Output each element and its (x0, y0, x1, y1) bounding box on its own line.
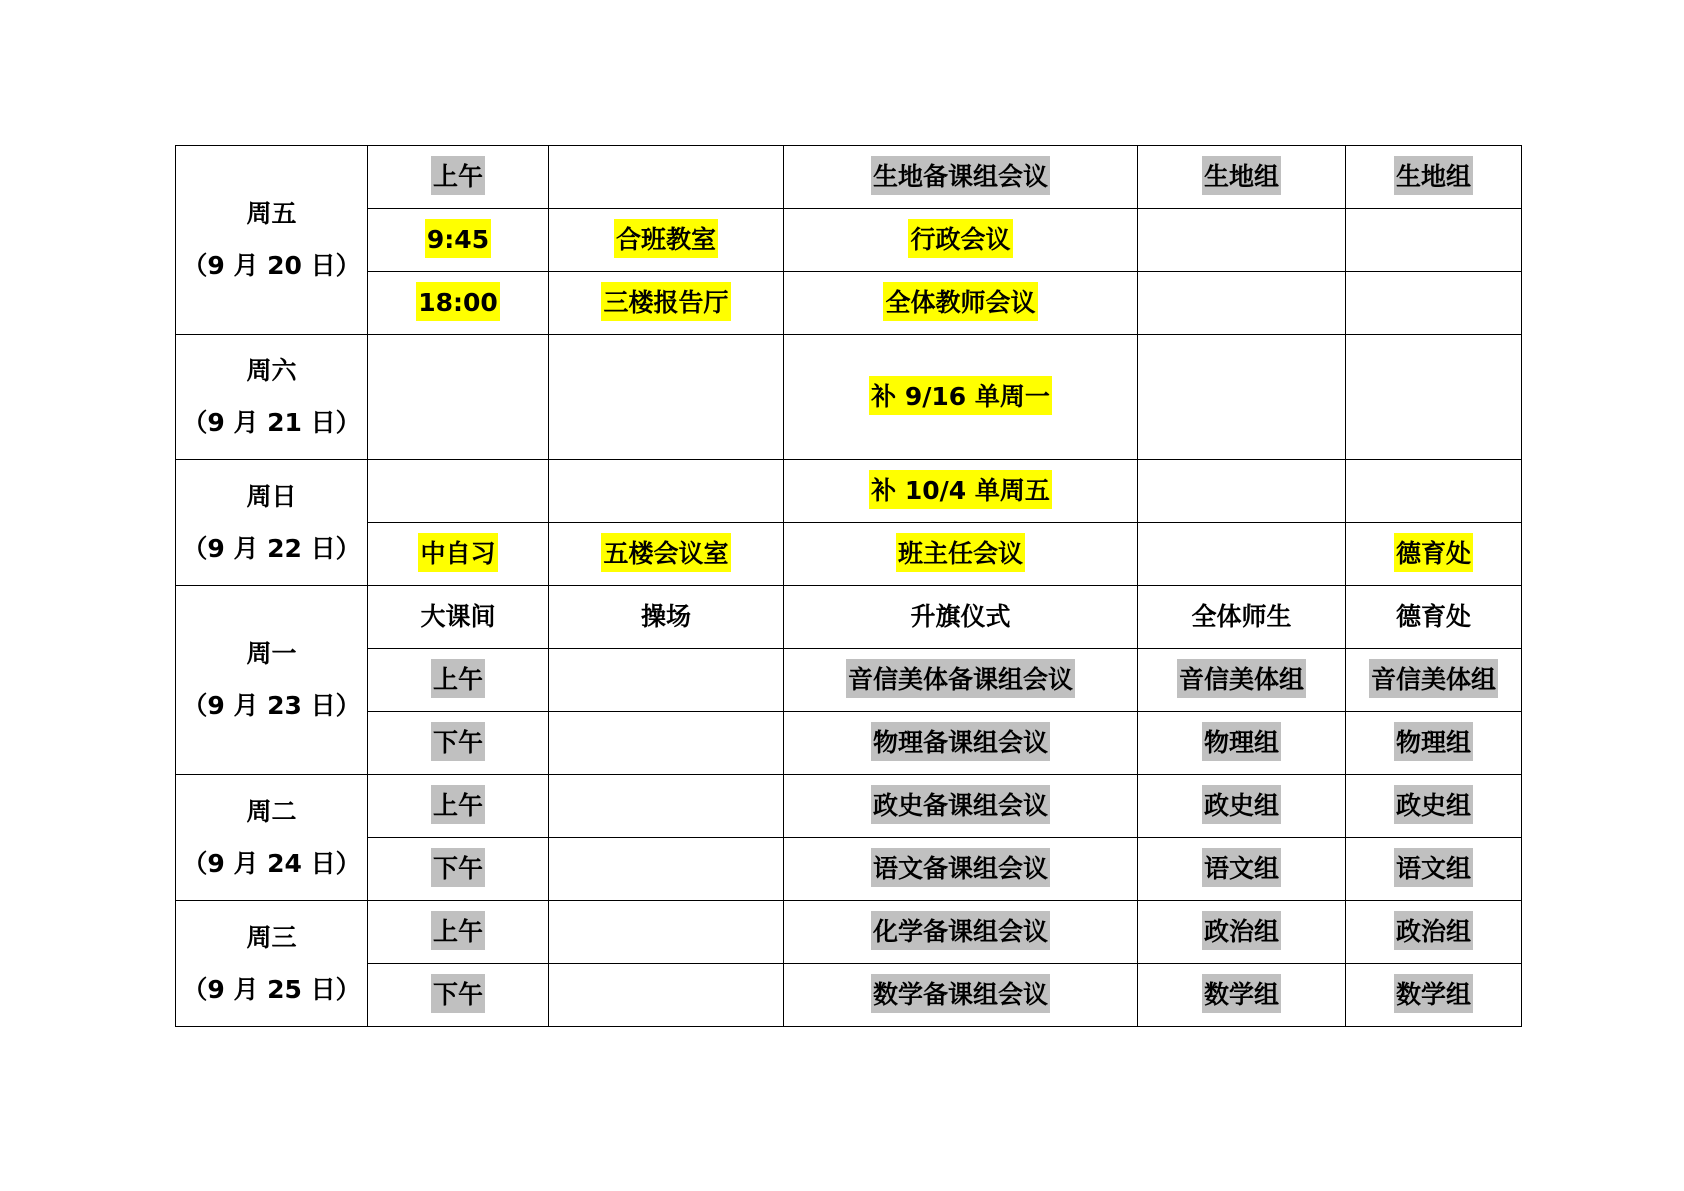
attendees-text: 音信美体组 (1177, 659, 1306, 698)
attendees-text: 物理组 (1202, 722, 1281, 761)
organizer-cell (1346, 838, 1522, 901)
place-cell (549, 335, 784, 460)
event-text: 政史备课组会议 (871, 785, 1050, 824)
attendees-cell (1138, 712, 1346, 775)
organizer-text: 德育处 (1394, 533, 1473, 572)
event-cell (784, 586, 1138, 649)
organizer-text: 数学组 (1394, 974, 1473, 1013)
place-cell (549, 649, 784, 712)
attendees-text: 政史组 (1202, 785, 1281, 824)
time-text: 上午 (431, 156, 485, 195)
place-cell (549, 523, 784, 586)
event-text: 补 9/16 单周一 (869, 376, 1052, 415)
attendees-cell (1138, 460, 1346, 523)
event-text: 生地备课组会议 (871, 156, 1050, 195)
organizer-cell (1346, 712, 1522, 775)
event-cell (784, 712, 1138, 775)
time-cell (368, 901, 549, 964)
place-cell (549, 146, 784, 209)
organizer-text: 政史组 (1394, 785, 1473, 824)
organizer-cell (1346, 335, 1522, 460)
schedule-row (176, 964, 1522, 1027)
time-cell (368, 838, 549, 901)
time-cell (368, 146, 549, 209)
day-name: 周一 (246, 639, 297, 668)
organizer-cell (1346, 523, 1522, 586)
day-cell-tue (176, 775, 368, 901)
time-cell (368, 775, 549, 838)
time-cell (368, 460, 549, 523)
day-cell-fri (176, 146, 368, 335)
schedule-row (176, 649, 1522, 712)
schedule-row (176, 272, 1522, 335)
organizer-cell (1346, 209, 1522, 272)
time-text: 中自习 (418, 533, 497, 572)
time-cell (368, 649, 549, 712)
schedule-row (176, 460, 1522, 523)
event-text: 全体教师会议 (883, 282, 1037, 321)
day-date: （9 月 25 日） (182, 974, 361, 1004)
event-text: 补 10/4 单周五 (869, 470, 1052, 509)
place-cell (549, 272, 784, 335)
place-text: 三楼报告厅 (601, 282, 730, 321)
place-text: 合班教室 (614, 219, 718, 258)
organizer-cell (1346, 146, 1522, 209)
organizer-cell (1346, 586, 1522, 649)
event-text: 音信美体备课组会议 (846, 659, 1075, 698)
attendees-text: 数学组 (1202, 974, 1281, 1013)
time-text: 大课间 (420, 602, 496, 631)
place-cell (549, 838, 784, 901)
place-cell (549, 712, 784, 775)
day-name: 周二 (246, 796, 297, 826)
event-cell (784, 775, 1138, 838)
attendees-cell (1138, 209, 1346, 272)
organizer-cell (1346, 901, 1522, 964)
schedule-row (176, 335, 1522, 460)
attendees-cell (1138, 838, 1346, 901)
event-cell (784, 649, 1138, 712)
organizer-text: 物理组 (1394, 722, 1473, 761)
organizer-text: 语文组 (1394, 848, 1473, 887)
event-cell (784, 901, 1138, 964)
time-text: 上午 (431, 659, 485, 698)
day-cell-wed (176, 901, 368, 1027)
attendees-cell (1138, 775, 1346, 838)
time-text: 下午 (431, 974, 485, 1013)
event-text: 数学备课组会议 (871, 974, 1050, 1013)
time-text: 9:45 (425, 219, 491, 258)
day-name: 周三 (246, 922, 297, 952)
organizer-text: 德育处 (1395, 602, 1471, 631)
place-cell (549, 209, 784, 272)
schedule-row (176, 712, 1522, 775)
time-cell (368, 523, 549, 586)
event-text: 行政会议 (908, 219, 1012, 258)
organizer-text: 音信美体组 (1369, 659, 1498, 698)
organizer-cell (1346, 649, 1522, 712)
day-date: （9 月 23 日） (182, 691, 361, 720)
schedule-row (176, 838, 1522, 901)
time-cell (368, 209, 549, 272)
day-date: （9 月 21 日） (182, 408, 361, 437)
event-text: 物理备课组会议 (871, 722, 1050, 761)
day-cell-sat (176, 335, 368, 460)
day-name: 周六 (246, 356, 297, 385)
day-cell-sun (176, 460, 368, 586)
event-cell (784, 272, 1138, 335)
schedule-row (176, 586, 1522, 649)
attendees-cell (1138, 146, 1346, 209)
day-name: 周五 (246, 199, 297, 228)
place-cell (549, 586, 784, 649)
attendees-cell (1138, 901, 1346, 964)
time-text: 下午 (431, 848, 485, 887)
attendees-text: 语文组 (1202, 848, 1281, 887)
organizer-cell (1346, 460, 1522, 523)
attendees-cell (1138, 272, 1346, 335)
organizer-text: 生地组 (1394, 156, 1473, 195)
attendees-cell (1138, 964, 1346, 1027)
event-cell (784, 838, 1138, 901)
day-date: （9 月 20 日） (182, 251, 361, 280)
event-cell (784, 146, 1138, 209)
time-text: 上午 (431, 911, 485, 950)
place-cell (549, 901, 784, 964)
day-cell-mon (176, 586, 368, 775)
place-cell (549, 964, 784, 1027)
time-cell (368, 335, 549, 460)
event-text: 升旗仪式 (910, 602, 1011, 631)
place-cell (549, 775, 784, 838)
place-text: 五楼会议室 (601, 533, 730, 572)
schedule-row (176, 775, 1522, 838)
organizer-cell (1346, 964, 1522, 1027)
event-cell (784, 523, 1138, 586)
time-cell (368, 272, 549, 335)
event-cell (784, 335, 1138, 460)
schedule-row (176, 146, 1522, 209)
time-cell (368, 964, 549, 1027)
organizer-text: 政治组 (1394, 911, 1473, 950)
organizer-cell (1346, 775, 1522, 838)
schedule-table (175, 145, 1522, 1027)
time-text: 18:00 (416, 282, 500, 321)
schedule-row (176, 209, 1522, 272)
event-cell (784, 964, 1138, 1027)
schedule-row (176, 523, 1522, 586)
event-text: 班主任会议 (896, 533, 1025, 572)
place-cell (549, 460, 784, 523)
attendees-text: 政治组 (1202, 911, 1281, 950)
attendees-cell (1138, 649, 1346, 712)
event-cell (784, 460, 1138, 523)
time-cell (368, 586, 549, 649)
day-name: 周日 (246, 481, 297, 511)
attendees-cell (1138, 335, 1346, 460)
day-date: （9 月 22 日） (182, 533, 361, 563)
schedule-row (176, 901, 1522, 964)
attendees-cell (1138, 586, 1346, 649)
time-text: 下午 (431, 722, 485, 761)
attendees-text: 生地组 (1202, 156, 1281, 195)
attendees-text: 全体师生 (1191, 602, 1292, 631)
day-date: （9 月 24 日） (182, 848, 361, 878)
time-cell (368, 712, 549, 775)
event-cell (784, 209, 1138, 272)
event-text: 语文备课组会议 (871, 848, 1050, 887)
attendees-cell (1138, 523, 1346, 586)
event-text: 化学备课组会议 (871, 911, 1050, 950)
organizer-cell (1346, 272, 1522, 335)
time-text: 上午 (431, 785, 485, 824)
place-text: 操场 (640, 602, 691, 631)
